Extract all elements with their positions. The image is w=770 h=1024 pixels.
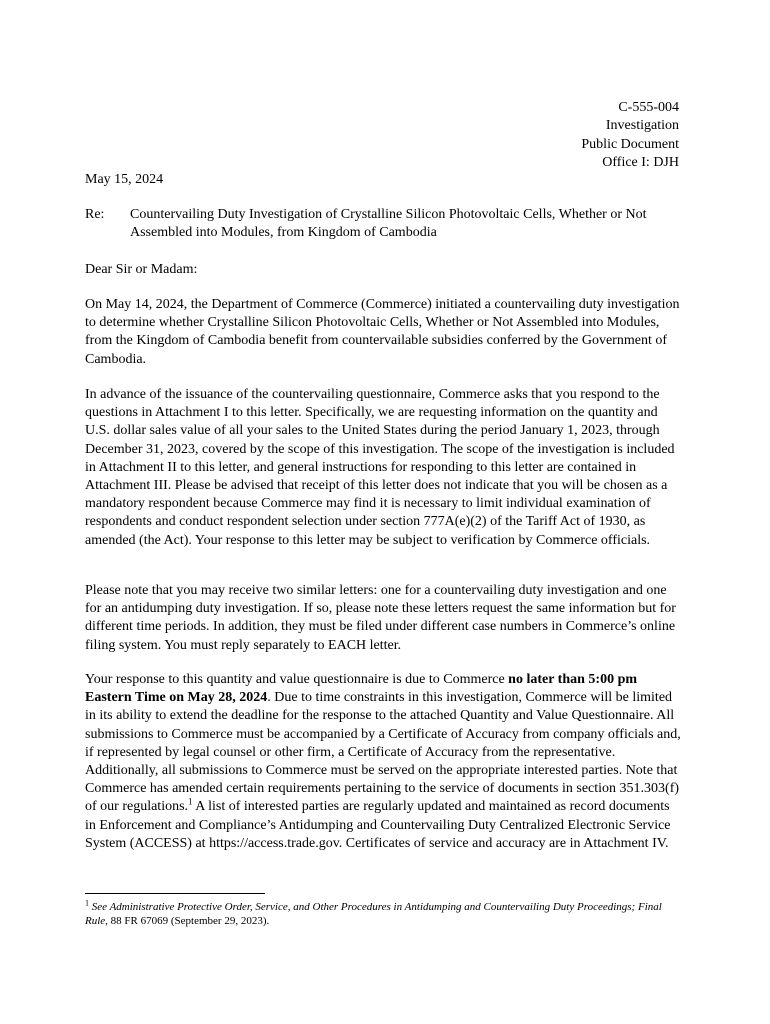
deadline-middle: . Due to time constraints in this investigation, Commerce will be limited in its ability to extend the deadline for the response to the attached Quantity and Value Questionnaire. All submissions to Commerce must be accompanied by a Certificate of Accuracy from company officials and, if represented by legal counsel or other firm, a Certificate of Accuracy from the representative. Additionally, all submissions to Commerce must be served on the appropriate interested parties. Note that Commerce has amended certain requirements pertaining to the service of documents in section 351.303(f) of our regulations.	[85, 690, 681, 815]
paragraph-request: In advance of the issuance of the countervailing questionnaire, Commerce asks that you respond to the questions in Attachment I to this letter. Specifically, we are requesting information on the quantity and U.S. dollar sales value of all your sales to the United States during the period January 1, 2023, through December 31, 2023, covered by the scope of this investigation. The scope of the investigation is included in Attachment II to this letter, and general instructions for responding to this letter are contained in Attachment III. Please be advised that receipt of this letter does not indicate that you will be chosen as a mandatory respondent because Commerce may find it is necessary to limit individual examination of respondents and conduct respondent selection under section 777A(e)(2) of the Tariff Act of 1930, as amended (the Act). Your response to this letter may be subject to verification by Commerce officials.	[85, 387, 675, 548]
access-level: Public Document	[581, 136, 679, 152]
paragraph-deadline	[85, 671, 683, 853]
subject-text: Countervailing Duty Investigation of Crystalline Silicon Photovoltaic Cells, Whether or Not Assembled into Modules, from Kingdom of Cambodia	[130, 207, 647, 241]
document-type: Investigation	[605, 118, 679, 134]
footnote-reference: 1	[188, 796, 193, 807]
salutation: Dear Sir or Madam:	[85, 262, 198, 277]
deadline-date: no later than 5:00 pm Eastern Time on May 28, 2024	[85, 672, 638, 706]
letter-date: May 15, 2024	[85, 172, 164, 187]
footnote-divider	[85, 893, 265, 894]
deadline-intro: Your response to this quantity and value questionnaire is due to Commerce	[85, 672, 509, 687]
paragraph-initiation: On May 14, 2024, the Department of Commerce (Commerce) initiated a countervailing duty investigation to determine whether Crystalline Silicon Photovoltaic Cells, Whether or Not Assembled into Modules, from the Kingdom of Cambodia benefit from countervailable subsidies conferred by the Government of Cambodia.	[85, 297, 680, 367]
paragraph-two-letters: Please note that you may receive two similar letters: one for a countervailing duty investigation and one for an antidumping duty investigation. If so, please note these letters request the same information but for different time periods. In addition, they must be filed under different case numbers in Commerce’s online filing system. You must reply separately to EACH letter.	[85, 583, 676, 653]
subject-label: Re:	[85, 207, 105, 222]
footnote-citation: See Administrative Protective Order, Service, and Other Procedures in Antidumping and Countervailing Duty Proceedings; Final Rule	[85, 901, 662, 928]
subject-line	[85, 206, 683, 242]
document-header	[581, 99, 679, 172]
footnote	[85, 900, 683, 929]
footnote-details: , 88 FR 67069 (September 29, 2023).	[105, 915, 270, 928]
footnote-number: 1	[85, 898, 89, 908]
deadline-end: A list of interested parties are regularly updated and maintained as record documents in Enforcement and Compliance’s Antidumping and Countervailing Duty Centralized Electronic Service System (ACCESS) at https://access.trade.gov. Certificates of service and accuracy are in Attachment IV.	[85, 799, 671, 851]
case-number: C-555-004	[618, 100, 679, 115]
office-code: Office I: DJH	[602, 154, 679, 170]
